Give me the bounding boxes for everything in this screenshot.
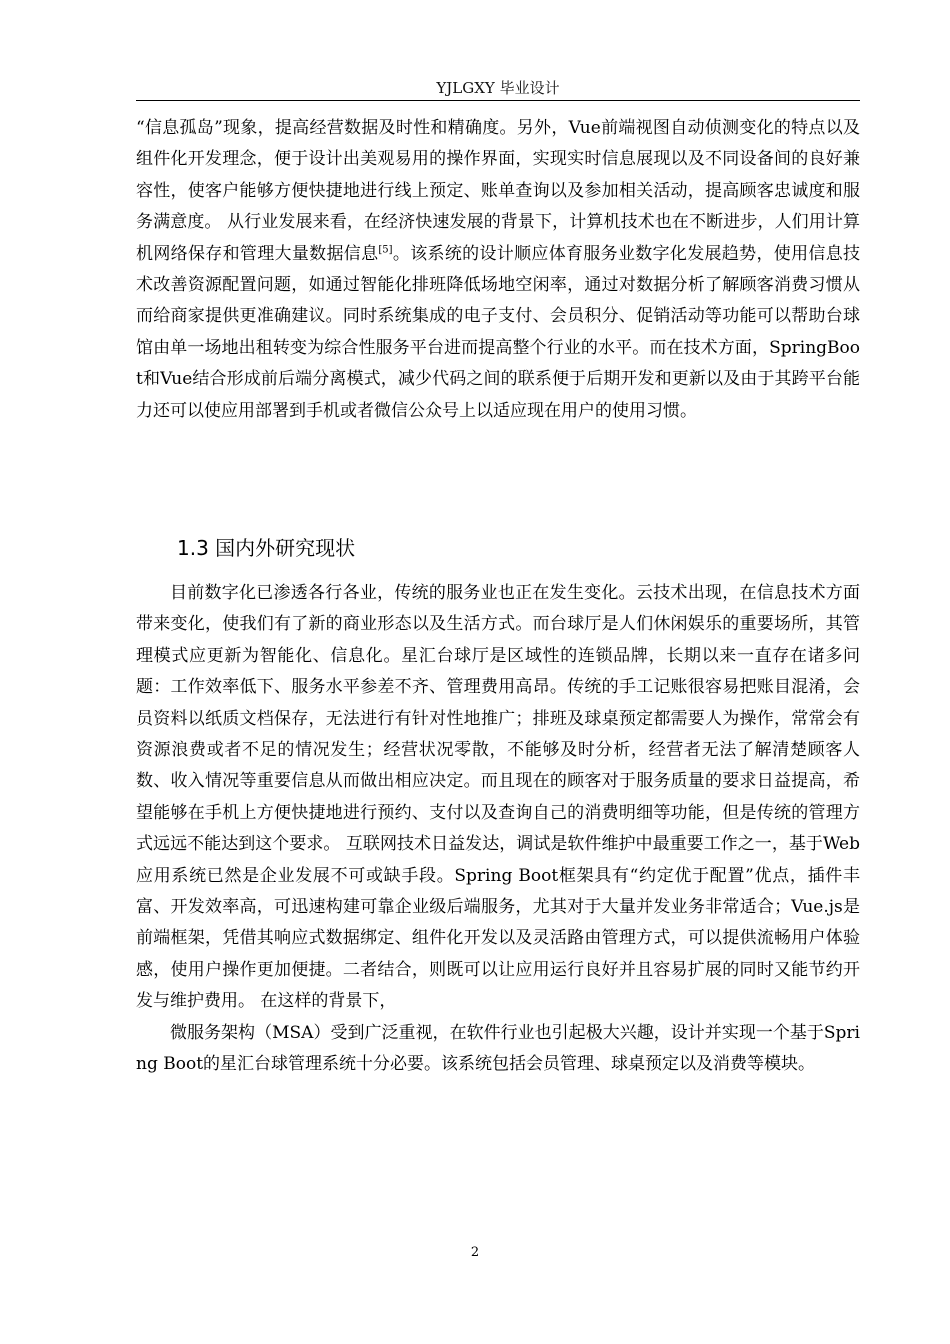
paragraph-2-text-b: 微服务架构（MSA）受到广泛重视，在软件行业也引起极大兴趣，设计并实现一个基于Spring Boot的星汇台球管理系统十分必要。该系统包括会员管理、球桌预定以及消费等模块。 — [136, 1022, 860, 1075]
body-paragraph-2 — [136, 578, 860, 1081]
citation-reference: [5] — [378, 243, 393, 255]
body-paragraph-1 — [136, 113, 860, 427]
header-title: YJLGXY 毕业设计 — [436, 79, 560, 97]
section-heading: 1.3 国内外研究现状 — [177, 536, 356, 560]
paragraph-1-text-a: “信息孤岛”现象，提高经营数据及时性和精确度。另外，Vue前端视图自动侦测变化的特点以及组件化开发理念，便于设计出美观易用的操作界面，实现实时信息展现以及不同设备间的良好兼容性，使客户能够方便快捷地进行线上预定、账单查询以及参加相关活动，提高顾客忠诚度和服务满意度。 从行业发展来看，在经济快速发展的背景下，计算机技术也在不断进步，人们用计算机网络保存和管理大量数据信息 — [136, 118, 860, 264]
header-divider — [136, 100, 860, 101]
page-number: 2 — [470, 1245, 480, 1260]
paragraph-1-text-b: 。该系统的设计顺应体育服务业数字化发展趋势，使用信息技术改善资源配置问题，如通过智能化排班降低场地空闲率，通过对数据分析了解顾客消费习惯从而给商家提供更准确建议。同时系统集成的电子支付、会员积分、促销活动等功能可以帮助台球馆由单一场地出租转变为综合性服务平台进而提高整个行业的水平。而在技术方面，SpringBoot和Vue结合形成前后端分离模式，减少代码之间的联系便于后期开发和更新以及由于其跨平台能力还可以使应用部署到手机或者微信公众号上以适应现在用户的使用习惯。 — [136, 243, 861, 421]
paragraph-2-text-a: 目前数字化已渗透各行各业，传统的服务业也正在发生变化。云技术出现，在信息技术方面带来变化，使我们有了新的商业形态以及生活方式。而台球厅是人们休闲娱乐的重要场所，其管理模式应更新为智能化、信息化。星汇台球厅是区域性的连锁品牌，长期以来一直存在诸多问题：工作效率低下、服务水平参差不齐、管理费用高昂。传统的手工记账很容易把账目混淆，会员资料以纸质文档保存，无法进行有针对性地推广；排班及球桌预定都需要人为操作，常常会有资源浪费或者不足的情况发生；经营状况零散，不能够及时分析，经营者无法了解清楚顾客人数、收入情况等重要信息从而做出相应决定。而且现在的顾客对于服务质量的要求日益提高，希望能够在手机上方便快捷地进行预约、支付以及查询自己的消费明细等功能，但是传统的管理方式远远不能达到这个要求。 互联网技术日益发达，调试是软件维护中最重要工作之一，基于Web应用系统已然是企业发展不可或缺手段。Spring Boot框架具有“约定优于配置”优点，插件丰富、开发效率高，可迅速构建可靠企业级后端服务，尤其对于大量并发业务非常适合；Vue.js是前端框架，凭借其响应式数据绑定、组件化开发以及灵活路由管理方式，可以提供流畅用户体验感，使用户操作更加便捷。二者结合，则既可以让应用运行良好并且容易扩展的同时又能节约开发与维护费用。 在这样的背景下， — [136, 583, 860, 1012]
page-header — [136, 78, 860, 100]
